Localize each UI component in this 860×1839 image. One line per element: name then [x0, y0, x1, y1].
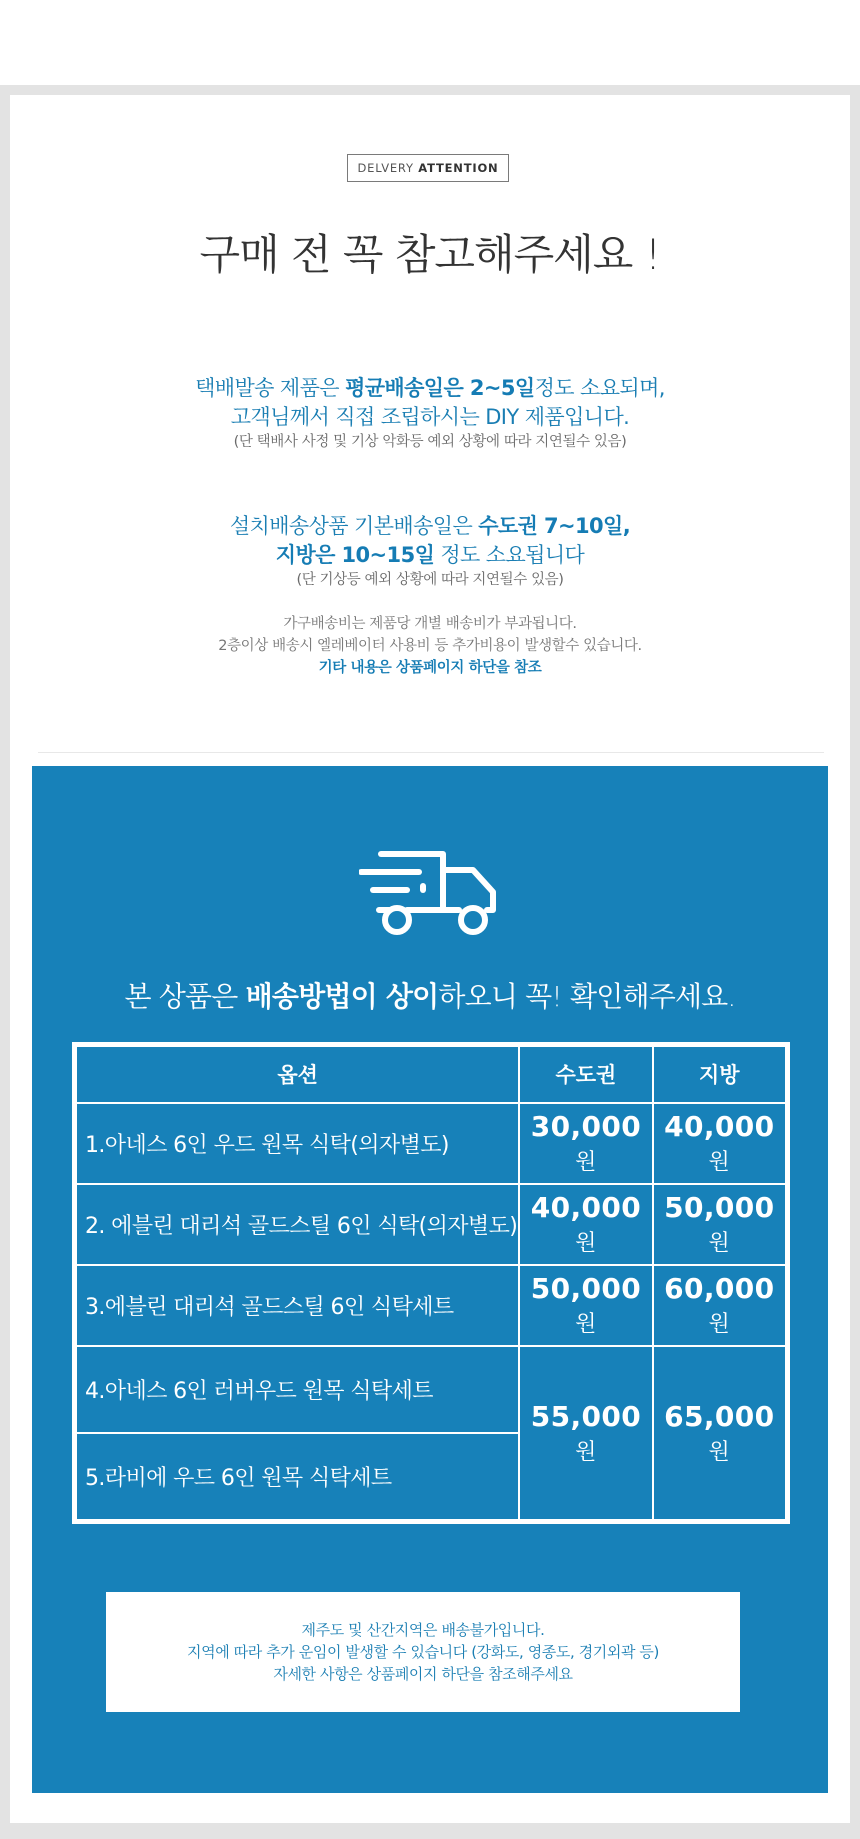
page-headline: 구매 전 꼭 참고해주세요 !	[199, 230, 661, 279]
table-row	[77, 1266, 785, 1345]
notice1-text-a: 택배발송 제품은	[195, 376, 346, 400]
price-metro: 30,000원	[520, 1104, 651, 1183]
notice1-emphasis: 평균배송일은 2~5일	[345, 376, 535, 400]
notice2-text-b: 정도 소요됩니다	[434, 543, 585, 567]
notice2-sub: (단 기상등 예외 상황에 따라 지연될수 있음)	[296, 572, 564, 588]
region-notice-box	[106, 1592, 740, 1712]
notice1-text-c: 정도 소요되며,	[534, 376, 665, 400]
table-header-row	[77, 1047, 785, 1102]
option-name: 5.라비에 우드 6인 원목 식탁세트	[77, 1434, 518, 1519]
note-line-3: 자세한 사항은 상품페이지 하단을 참조해주세요	[273, 1665, 573, 1683]
notice2-emphasis-1: 수도권 7~10일,	[478, 514, 631, 538]
price-local: 50,000원	[654, 1185, 785, 1264]
option-name: 4.아네스 6인 러버우드 원목 식탁세트	[77, 1347, 518, 1432]
option-name: 2. 에블린 대리석 골드스틸 6인 식탁(의자별도)	[77, 1185, 518, 1264]
price-local: 60,000원	[654, 1266, 785, 1345]
notice2-text-a: 설치배송상품 기본배송일은	[229, 514, 479, 538]
table-row	[77, 1185, 785, 1264]
header-metro: 수도권	[520, 1047, 651, 1102]
header-option: 옵션	[77, 1047, 518, 1102]
fee-line-3: 기타 내용은 상품페이지 하단을 참조	[318, 660, 542, 676]
tag-text-2: ATTENTION	[418, 161, 499, 175]
tag-text-1: DELVERY	[357, 161, 414, 175]
delivery-attention-tag	[347, 154, 509, 182]
blue-head-emphasis: 배송방법이 상이	[245, 980, 439, 1013]
price-metro: 55,000원	[520, 1347, 651, 1519]
price-metro: 50,000원	[520, 1266, 651, 1345]
table-row	[77, 1347, 785, 1432]
fee-line-2: 2층이상 배송시 엘레베이터 사용비 등 추가비용이 발생할수 있습니다.	[218, 638, 642, 654]
note-line-1: 제주도 및 산간지역은 배송불가입니다.	[301, 1621, 545, 1639]
installation-delivery-notice	[0, 512, 860, 590]
delivery-fee-table	[72, 1042, 790, 1524]
option-name: 1.아네스 6인 우드 원목 식탁(의자별도)	[77, 1104, 518, 1183]
note-line-2: 지역에 따라 추가 운임이 발생할 수 있습니다 (강화도, 영종도, 경기외곽 등)	[187, 1643, 659, 1661]
notice1-sub: (단 택배사 사정 및 기상 악화등 예외 상황에 따라 지연될수 있음)	[233, 434, 627, 450]
parcel-delivery-notice	[0, 374, 860, 452]
option-name: 3.에블린 대리석 골드스틸 6인 식탁세트	[77, 1266, 518, 1345]
shipping-fee-info	[0, 613, 860, 679]
delivery-truck-icon	[359, 846, 499, 938]
section-divider	[38, 752, 824, 753]
header-local: 지방	[654, 1047, 785, 1102]
fee-line-1: 가구배송비는 제품당 개별 배송비가 부과됩니다.	[283, 616, 577, 632]
blue-head-c: 하오니 꼭! 확인해주세요.	[438, 980, 736, 1013]
notice1-line2: 고객님께서 직접 조립하시는 DIY 제품입니다.	[230, 405, 630, 429]
price-local: 40,000원	[654, 1104, 785, 1183]
price-metro: 40,000원	[520, 1185, 651, 1264]
notice2-emphasis-2: 지방은 10~15일	[275, 543, 435, 567]
blue-head-a: 본 상품은	[124, 980, 246, 1013]
table-row	[77, 1104, 785, 1183]
price-local: 65,000원	[654, 1347, 785, 1519]
blue-section-heading	[0, 975, 860, 1015]
